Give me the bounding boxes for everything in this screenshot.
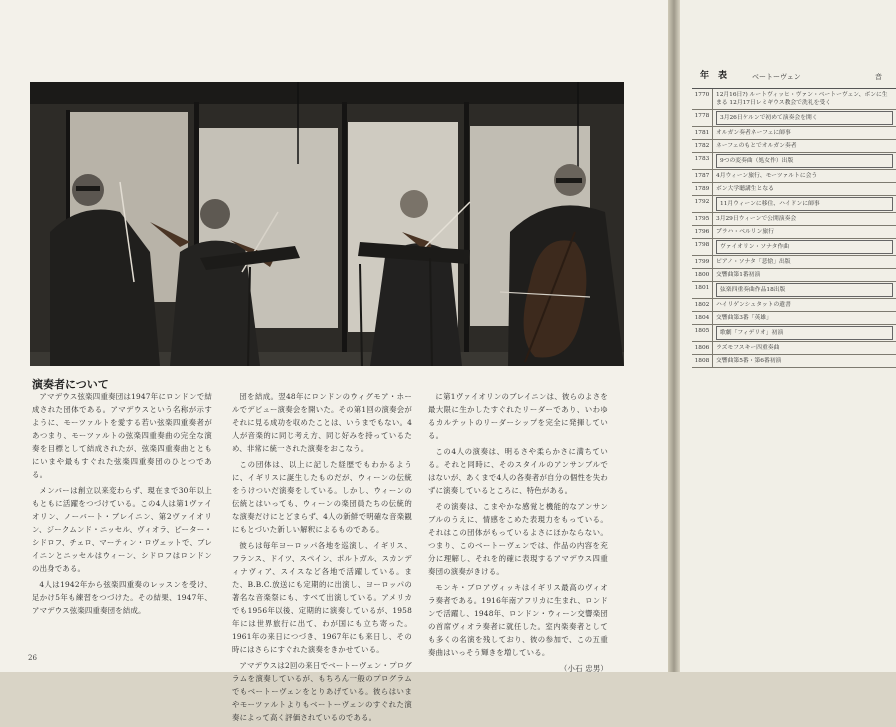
chronology-year: 1782 <box>692 140 713 152</box>
article-paragraph: その演奏は、こまやかな感覚と機能的なアンサンブルのうえに、情感をこめた表現力をもっている。それはこの団体がもっているよさにほかならない。つまり、このベートーヴェンでは、作品の内容を充分に理解し、それを的確に表現するアマデウス四重奏団の演奏がきける。 <box>428 502 608 576</box>
chronology-event: 12月16日?) ルートヴィッヒ・ヴァン・ベートーヴェン、ボンに生まる 12月17日レミギウス教会で洗礼を受く <box>716 92 888 106</box>
chronology-event: 交響曲第1番初演 <box>716 272 761 278</box>
chronology-row <box>692 282 896 299</box>
chronology-year: 1808 <box>692 355 713 367</box>
chronology-event: 3月29日ウィーンで公開演奏会 <box>716 216 797 222</box>
article-paragraph: この団体は、以上に記した経歴でもわかるように、イギリスに誕生したものだが、ウィーンの伝統をうけついだ演奏をしている。しかし、ウィーンの伝統とはいっても、ウィーンの楽団員たちの伝統的な演奏だけにとどまらず、4人の新鮮で明確な音楽観にもとづいた新しい解釈によるものである。 <box>232 460 412 534</box>
chronology-year: 1781 <box>692 127 713 139</box>
chronology-event: 交響曲第3番「英雄」 <box>716 315 772 321</box>
article-paragraph: モンキ・ブロアヴィッキはイギリス最高のヴィオラ奏者である。1916年南アフリカに生まれ、ロンドンで活躍し、1948年、ロンドン・ウィーン交響楽団の首席ヴィオラ奏者に就任した。室内楽奏者としても多くの名演を残しており、彼の参加で、この五重奏曲はいっそう輝きを増している。 <box>428 583 608 657</box>
chronology-year: 1804 <box>692 312 713 324</box>
chronology-row <box>692 325 896 342</box>
chronology-row <box>692 269 896 282</box>
section-title: 演奏者について <box>32 378 109 391</box>
chronology-event: ヴァイオリン・ソナタ作曲 <box>716 240 893 254</box>
chronology-row <box>692 170 896 183</box>
chronology-year: 1783 <box>692 153 713 169</box>
chronology-event: 9つの変奏曲（処女作）出版 <box>716 154 893 168</box>
chronology-row <box>692 355 896 368</box>
article-paragraph: メンバーは創立以来変わらず、現在まで30年以上もともに活躍をつづけている。この4人は第1ヴァイオリン、ノーバート・ブレイニン、第2ヴァイオリン、ジークムンド・ニッセル、ヴィオラ、ピーター・シドロフ、チェロ、マーティン・ロヴェットで、ブレイニンとニッセルはウィーン、シドロフはロンドンの出身である。 <box>32 486 212 573</box>
chronology-row <box>692 226 896 239</box>
chronology-event: ラズモフスキー四重奏曲 <box>716 345 780 351</box>
chronology-event: ネーフェのもとでオルガン奏者 <box>716 143 797 149</box>
chronology-year: 1802 <box>692 299 713 311</box>
chronology-row <box>692 183 896 196</box>
article-column-1 <box>32 390 212 620</box>
chronology-row <box>692 140 896 153</box>
chronology-row <box>692 110 896 127</box>
chronology-row <box>692 299 896 312</box>
chronology-year: 1800 <box>692 269 713 281</box>
quartet-photo-image <box>30 82 624 366</box>
chronology-event: ピアノ・ソナタ「悲愴」出版 <box>716 259 791 265</box>
chronology-year: 1799 <box>692 256 713 268</box>
chronology-row <box>692 153 896 170</box>
article-paragraph: 4人は1942年から弦楽四重奏のレッスンを受け、足かけ5年も練習をつづけた。その結果、1947年、アマデウス弦楽四重奏団を結成。 <box>32 580 212 615</box>
chronology-year: 1792 <box>692 196 713 212</box>
article-paragraph: 彼らは毎年ヨーロッパ各地を巡演し、イギリス、フランス、ドイツ、スペイン、ポルトガル、スカンディナヴィア、スイスなど各地で活躍している。また、B.B.C.放送にも定期的に出演し、ヨーロッパの著名な音楽祭にも、すべて出演している。アメリカでも1956年以後、定期的に演奏しているが、1958年には世界旅行に出て、わが国にも立ち寄った。1961年の来日につづき、1967年にも来日し、その時にはさらにすぐれた演奏をきかせている。 <box>232 541 412 654</box>
chronology-table <box>692 88 896 673</box>
chronology-event: オルガン奏者ネーフェに師事 <box>716 130 791 136</box>
chronology-year: 1801 <box>692 282 713 298</box>
chronology-row <box>692 256 896 269</box>
chronology-year: 1806 <box>692 342 713 354</box>
chronology-row <box>692 196 896 213</box>
article-paragraph: アマデウスは2回の来日でベートーヴェン・プログラムを演奏しているが、もちろん一般のプログラムでもベートーヴェンをとりあげている。彼らはいまやモーツァルトよりもベートーヴェンのすぐれた演奏によって高く評価されているのである。 <box>232 661 412 722</box>
chronology-event: 3月26日ケルンで初めて演奏会を開く <box>716 111 893 125</box>
chronology-header <box>752 72 882 82</box>
article-paragraph: 団を結成。翌48年にロンドンのウィグモア・ホールでデビュー演奏会を開いた。その第1回の演奏会がそれに見る成功を収めたことは、いうまでもない。4人が音楽的に同じ考え方、同じ好みを持っているため、非常に統一された演奏をおこなう。 <box>232 392 412 453</box>
chronology-row <box>692 239 896 256</box>
chronology-event: 交響曲第5番・第6番初演 <box>716 358 782 364</box>
article-column-3 <box>428 390 608 678</box>
page-number: 26 <box>28 654 37 662</box>
chronology-row <box>692 213 896 226</box>
chronology-year: 1795 <box>692 213 713 225</box>
chronology-title: 年 表 <box>700 71 728 81</box>
chronology-year: 1770 <box>692 89 713 109</box>
quartet-photograph <box>30 82 624 366</box>
chronology-header-beethoven: ベートーヴェン <box>752 73 801 81</box>
author-signature: （小石 忠男） <box>559 664 608 673</box>
chronology-row <box>692 127 896 140</box>
chronology-event: ハイリゲンシュタットの遺書 <box>716 302 791 308</box>
chronology-year: 1796 <box>692 226 713 238</box>
chronology-event: ボン大学聴講生となる <box>716 186 774 192</box>
article-paragraph: に第1ヴァイオリンのブレイニンは、彼らのよさを最大限に生かしたすぐれたリーダーであり、いわゆるカルテットのリーダーシップを完全に発揮している。 <box>428 392 608 440</box>
chronology-year: 1789 <box>692 183 713 195</box>
chronology-row <box>692 342 896 355</box>
chronology-event: 4月ウィーン旅行、モーツァルトに会う <box>716 173 818 179</box>
article-paragraph: アマデウス弦楽四重奏団は1947年にロンドンで結成された団体である。アマデウスという名称が示すように、モーツァルトを愛する若い弦楽四重奏者があつまり、モーツァルトの弦楽四重奏曲の完全な演奏を目標として結成されたが、弦楽四重奏曲とともにいまや最もすぐれた弦楽四重奏団のひとつである。 <box>32 392 212 479</box>
chronology-header-music: 音 <box>875 73 882 81</box>
chronology-year: 1798 <box>692 239 713 255</box>
chronology-row <box>692 89 896 110</box>
chronology-event: プラハ・ベルリン旅行 <box>716 229 774 235</box>
book-gutter <box>668 0 680 672</box>
chronology-row <box>692 312 896 325</box>
chronology-year: 1805 <box>692 325 713 341</box>
chronology-event: 歌劇「フィデリオ」初演 <box>716 326 893 340</box>
chronology-event: 11月ウィーンに移住、ハイドンに師事 <box>716 197 893 211</box>
article-column-2 <box>232 390 412 727</box>
chronology-year: 1778 <box>692 110 713 126</box>
article-paragraph: この4人の演奏は、明るさや柔らかさに満ちている。それと同時に、そのスタイルのアンサンブルではないが、あくまで4人の各奏者が自分の個性を失わずに演奏しているところに、特色がある。 <box>428 447 608 495</box>
chronology-year: 1787 <box>692 170 713 182</box>
chronology-event: 弦楽四重奏曲作品18出版 <box>716 283 893 297</box>
